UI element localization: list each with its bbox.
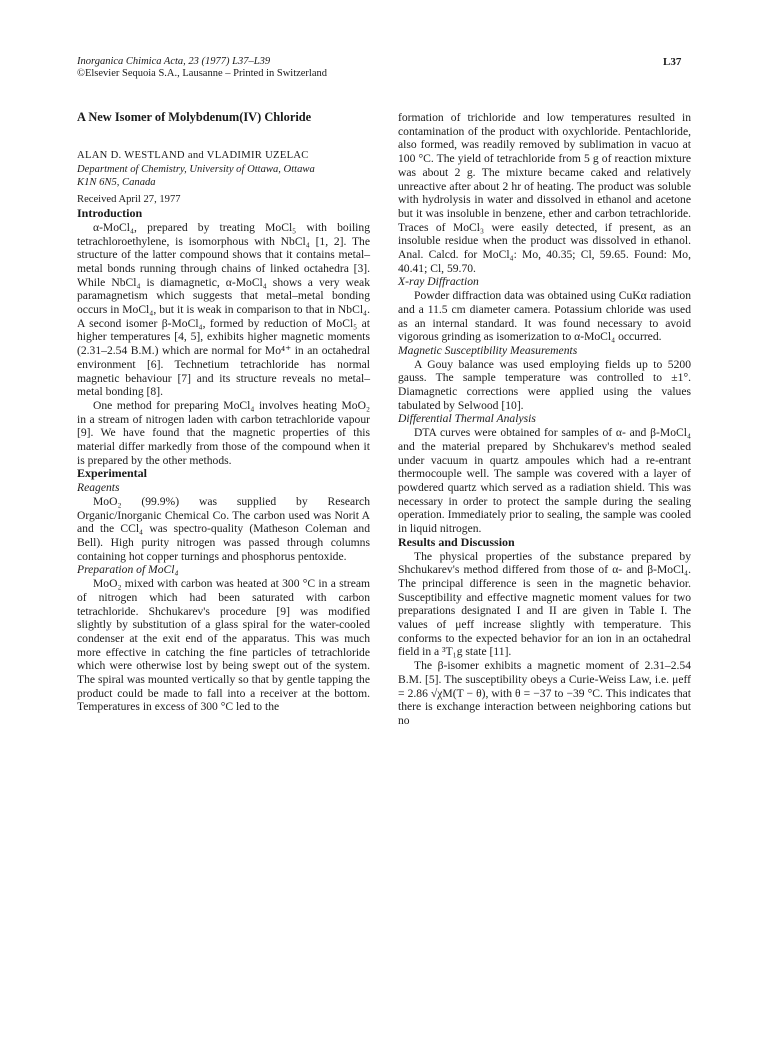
introduction-heading: Introduction [77, 206, 143, 221]
author-list: ALAN D. WESTLAND and VLADIMIR UZELAC [77, 149, 309, 161]
introduction-paragraph-2: One method for preparing MoCl₄ involves heating MoO₂ in a stream of nitrogen laden with carbon tetrachloride vapour [9]. We have found that the magnetic properties of this material differ markedly from those of the compound when it is prepared by the other methods. [77, 398, 370, 467]
xray-paragraph: Powder diffraction data was obtained using CuKα radiation and a 11.5 cm diameter camera. Potassium chloride was used as an internal standard. It was found necessary to avoid vigorous grinding as isomerization to α-MoCl₄ occurred. [398, 289, 691, 344]
right-column [398, 111, 691, 728]
dta-paragraph: DTA curves were obtained for samples of α- and β-MoCl₄ and the material prepared by Shchukarev's method sealed under vacuum in quartz ampoules which had a re-entrant thermocouple well. The sample was covered with a layer of powdered quartz which served as a radiation shield. This was necessary in order to protect the sample during the sealing operation. Immediately prior to sealing, the sample was cooled in liquid nitrogen. [398, 426, 691, 536]
affiliation [77, 164, 370, 189]
introduction-paragraph-1: α-MoCl₄, prepared by treating MoCl₅ with boiling tetrachloroethylene, is isomorphous with NbCl₄ [1, 2]. The structure of the latter compound shows that it contains metal–metal bonds running through chains of linked octahedra [3]. While NbCl₄ is diamagnetic, α-MoCl₄ shows a very weak paramagnetism which suggests that metal–metal bonding occurs in MoCl₄, but it is weak in comparison to that in NbCl₄. A second isomer β-MoCl₄, formed by reduction of MoCl₅ at higher temperatures [4, 5], exhibits higher magnetic moments (2.31–2.54 B.M.) which are normal for Mo⁴⁺ in an octahedral environment [6]. Technetium tetrachloride has normal magnetic behaviour [7] and its structure reveals no metal–metal bonding [8]. [77, 220, 370, 399]
results-paragraph-1: The physical properties of the substance prepared by Shchukarev's method differed from those of α- and β-MoCl₄. The principal difference is seen in the magnetic behavior. Susceptibility and effective magnetic moment values for two preparations designated I and II are given in Table I. The values of μeff increase slightly with temperature. This conforms to the expected behavior for an ion in an octahedral field in a ³T₁g state [11]. [398, 549, 691, 659]
journal-citation: Inorganica Chimica Acta, 23 (1977) L37–L39 [77, 56, 271, 67]
affiliation-line-2: K1N 6N5, Canada [77, 176, 156, 188]
dta-heading: Differential Thermal Analysis [398, 412, 536, 426]
running-header [77, 56, 327, 80]
received-date: Received April 27, 1977 [77, 194, 181, 206]
page-number: L37 [663, 56, 682, 68]
article-title: A New Isomer of Molybdenum(IV) Chloride [77, 110, 312, 124]
preparation-paragraph-continued: formation of trichloride and low temperatures resulted in contamination of the product with oxychloride. Pentachloride, also formed, was readily removed by sublimation in vacuo at 100 °C. The yield of tetrachloride from 5 g of reaction mixture was about 2 g. The mixture became caked and relatively unreactive after about 2 hr of heating. The product was soluble with hydrolysis in water and dissolved in ethanol and acetone but it was insoluble in benzene, ether and carbon tetrachloride. Traces of MoCl₃ were easily detected, if present, as an insoluble residue when the product was dissolved in ethanol. Anal. Calcd. for MoCl₄: Mo, 40.35; Cl, 59.65. Found: Mo, 40.41; Cl, 59.70. [398, 111, 691, 275]
results-paragraph-2: The β-isomer exhibits a magnetic moment of 2.31–2.54 B.M. [5]. The susceptibility obeys a Curie-Weiss Law, i.e. μeff = 2.86 √χM(T − θ), with θ = −37 to −39 °C. This indicates that there is exchange interaction between neighboring cations but no [398, 659, 691, 727]
publisher-line: ©Elsevier Sequoia S.A., Lausanne – Printed in Switzerland [77, 68, 328, 79]
magnetic-heading: Magnetic Susceptibility Measurements [398, 343, 578, 357]
reagents-heading: Reagents [77, 481, 120, 495]
xray-heading: X-ray Diffraction [398, 275, 479, 289]
preparation-heading: Preparation of MoCl₄ [77, 563, 179, 577]
results-heading: Results and Discussion [398, 534, 515, 549]
experimental-heading: Experimental [77, 466, 147, 481]
left-column [77, 111, 370, 714]
preparation-paragraph: MoO₂ mixed with carbon was heated at 300 °C in a stream of nitrogen which had been saturated with carbon tetrachloride. Shchukarev's procedure [9] was modified slightly by substitution of a glass spiral for the water-cooled condenser at the exit end of the apparatus. This was much more effective in catching the fine particles of tetrachloride which were otherwise lost by being swept out of the system. The spiral was mounted vertically so that by gentle tapping the product could be made to fall into a receiver at the bottom. Temperatures in excess of 300 °C led to the [77, 577, 370, 714]
reagents-paragraph: MoO₂ (99.9%) was supplied by Research Organic/Inorganic Chemical Co. The carbon used was Norit A and the CCl₄ was spectro-quality (Matheson Coleman and Bell). High purity nitrogen was passed through columns containing hot copper turnings and phosphorus pentoxide. [77, 494, 370, 563]
affiliation-line-1: Department of Chemistry, University of Ottawa, Ottawa [77, 164, 315, 176]
magnetic-paragraph: A Gouy balance was used employing fields up to 5200 gauss. The sample temperature was controlled to ±1°. Diamagnetic corrections were applied using the values tabulated by Selwood [10]. [398, 357, 691, 412]
